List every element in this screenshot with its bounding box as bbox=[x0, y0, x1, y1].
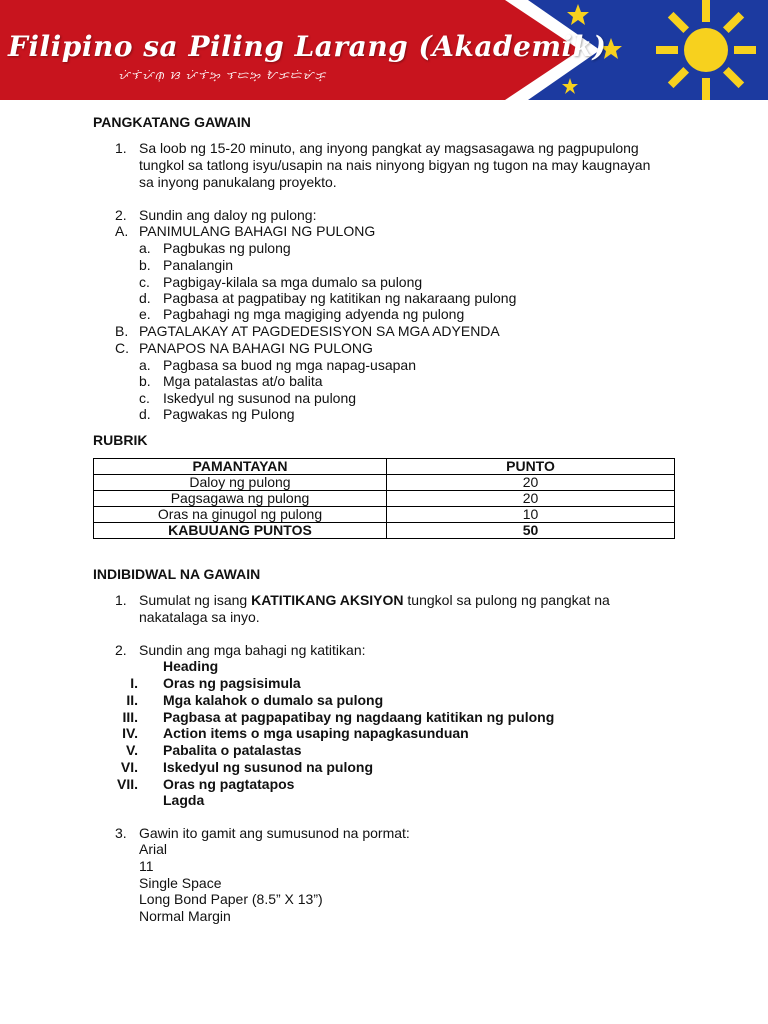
format-item: Normal Margin bbox=[139, 908, 231, 924]
section-title: PANIMULANG BAHAGI NG PULONG bbox=[139, 223, 376, 239]
table-row bbox=[94, 491, 675, 507]
header-banner bbox=[0, 0, 768, 100]
table-row bbox=[94, 507, 675, 523]
sub-letter: e. bbox=[139, 306, 151, 322]
sub-letter: c. bbox=[139, 274, 150, 290]
table-cell: 20 bbox=[387, 491, 675, 507]
list-item-text bbox=[139, 592, 610, 608]
sub-item: Pagbasa at pagpatibay ng katitikan ng nakaraang pulong bbox=[163, 290, 517, 306]
section-title: PANAPOS NA BAHAGI NG PULONG bbox=[139, 340, 373, 356]
sub-letter: c. bbox=[139, 390, 150, 406]
rubric-heading: RUBRIK bbox=[93, 432, 148, 448]
table-cell: KABUUANG PUNTOS bbox=[94, 523, 387, 539]
sub-item: Pagbukas ng pulong bbox=[163, 240, 291, 256]
list-item-text: sa inyong panukalang proyekto. bbox=[139, 174, 337, 190]
emphasis-text: KATITIKANG AKSIYON bbox=[251, 592, 404, 608]
list-item-text: Sundin ang mga bahagi ng katitikan: bbox=[139, 642, 366, 658]
minutes-part: Mga kalahok o dumalo sa pulong bbox=[163, 692, 384, 708]
roman-numeral: II. bbox=[126, 692, 138, 708]
table-cell: Daloy ng pulong bbox=[94, 475, 387, 491]
sub-letter: d. bbox=[139, 290, 151, 306]
roman-numeral: IV. bbox=[122, 725, 138, 741]
roman-numeral: V. bbox=[126, 742, 138, 758]
list-number: 2. bbox=[115, 207, 127, 223]
sub-item: Iskedyul ng susunod na pulong bbox=[163, 390, 357, 406]
minutes-part: Lagda bbox=[163, 792, 205, 808]
minutes-part: Action items o mga usaping napagkasunduan bbox=[163, 725, 469, 741]
list-item-text: Gawin ito gamit ang sumusunod na pormat: bbox=[139, 825, 410, 841]
minutes-part: Oras ng pagtatapos bbox=[163, 776, 295, 792]
sub-letter: d. bbox=[139, 406, 151, 422]
roman-numeral: I. bbox=[130, 675, 138, 691]
table-cell: 50 bbox=[387, 523, 675, 539]
rubric-table bbox=[93, 458, 675, 539]
list-item-text: Sa loob ng 15-20 minuto, ang inyong pangkat ay magsasagawa ng pagpupulong bbox=[139, 140, 639, 156]
list-item-text: tungkol sa tatlong isyu/usapin na nais ninyong bigyan ng tugon na may kaugnayan bbox=[139, 157, 651, 173]
format-item: Arial bbox=[139, 841, 168, 857]
sub-item: Pagbasa sa buod ng mga napag-usapan bbox=[163, 357, 416, 373]
individual-task-heading: INDIBIDWAL NA GAWAIN bbox=[93, 566, 261, 582]
sub-item: Panalangin bbox=[163, 257, 234, 273]
minutes-part: Oras ng pagsisimula bbox=[163, 675, 301, 691]
format-item: Single Space bbox=[139, 875, 222, 891]
minutes-part: Iskedyul ng susunod na pulong bbox=[163, 759, 374, 775]
group-task-heading: PANGKATANG GAWAIN bbox=[93, 114, 251, 130]
minutes-part: Pagbasa at pagpapatibay ng nagdaang katitikan ng pulong bbox=[163, 709, 555, 725]
sub-item: Pagwakas ng Pulong bbox=[163, 406, 295, 422]
list-number: 1. bbox=[115, 592, 127, 608]
table-cell: 10 bbox=[387, 507, 675, 523]
table-cell: Pagsagawa ng pulong bbox=[94, 491, 387, 507]
roman-numeral: III. bbox=[122, 709, 138, 725]
column-header: PUNTO bbox=[387, 459, 675, 475]
sub-letter: a. bbox=[139, 357, 151, 373]
list-number: 3. bbox=[115, 825, 127, 841]
section-letter: A. bbox=[115, 223, 129, 239]
section-letter: B. bbox=[115, 323, 129, 339]
section-title: PAGTALAKAY AT PAGDEDESISYON SA MGA ADYENDA bbox=[139, 323, 500, 339]
list-number: 1. bbox=[115, 140, 127, 156]
sub-item: Mga patalastas at/o balita bbox=[163, 373, 323, 389]
list-item-text-part: Sumulat ng isang bbox=[139, 592, 252, 608]
list-item-text-part: tungkol sa pulong ng pangkat na bbox=[403, 592, 610, 608]
format-item: Long Bond Paper (8.5” X 13”) bbox=[139, 891, 323, 907]
banner-title: Filipino sa Piling Larang (Akademik) bbox=[8, 30, 607, 63]
format-item: 11 bbox=[139, 858, 154, 874]
sun-icon bbox=[656, 0, 756, 100]
minutes-part: Heading bbox=[163, 658, 219, 674]
table-header-row bbox=[94, 459, 675, 475]
roman-numeral: VI. bbox=[120, 759, 138, 775]
sub-letter: b. bbox=[139, 373, 151, 389]
section-letter: C. bbox=[115, 340, 129, 356]
table-total-row bbox=[94, 523, 675, 539]
column-header: PAMANTAYAN bbox=[94, 459, 387, 475]
roman-numeral: VII. bbox=[116, 776, 138, 792]
minutes-part: Pabalita o patalastas bbox=[163, 742, 302, 758]
table-cell: 20 bbox=[387, 475, 675, 491]
list-item-text: Sundin ang daloy ng pulong: bbox=[139, 207, 317, 223]
sub-item: Pagbigay-kilala sa mga dumalo sa pulong bbox=[163, 274, 423, 290]
sub-letter: a. bbox=[139, 240, 151, 256]
table-cell: Oras na ginugol ng pulong bbox=[94, 507, 387, 523]
banner-subtitle: ᜉᜒᜎᜒᜉᜒᜈᜓ ᜐ ᜉᜒᜎᜒᜅ᜔ ᜎᜇᜅ᜔ ᜀᜃᜇᜒᜋᜒᜃ᜔ bbox=[118, 69, 327, 82]
table-row bbox=[94, 475, 675, 491]
list-item-text: nakatalaga sa inyo. bbox=[139, 609, 260, 625]
list-number: 2. bbox=[115, 642, 127, 658]
sub-letter: b. bbox=[139, 257, 151, 273]
sub-item: Pagbahagi ng mga magiging adyenda ng pulong bbox=[163, 306, 465, 322]
